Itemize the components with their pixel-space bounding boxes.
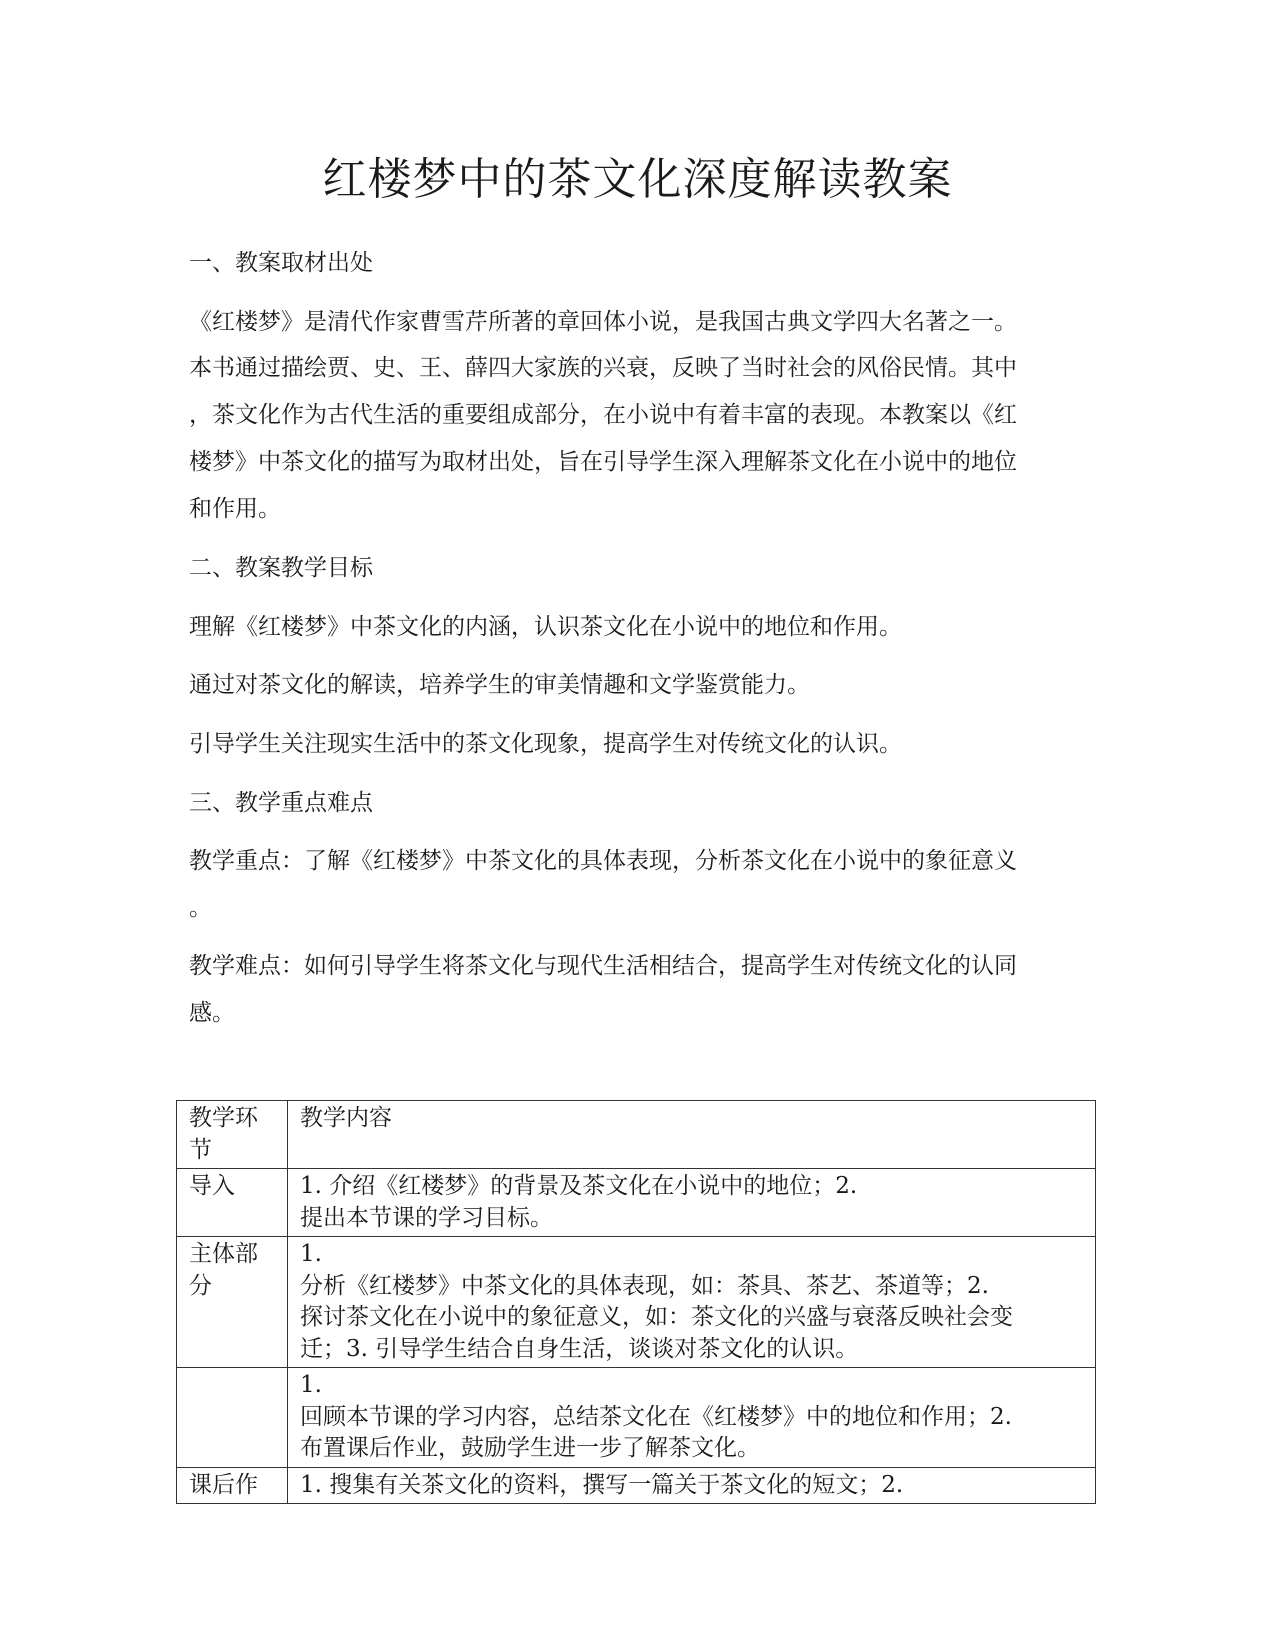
key-point-text: 教学重点：了解《红楼梦》中茶文化的具体表现，分析茶文化在小说中的象征意义 bbox=[189, 848, 1017, 874]
table-row bbox=[177, 1467, 1096, 1504]
stage-cell bbox=[177, 1368, 288, 1468]
section-1-paragraph-line: ，茶文化作为古代生活的重要组成部分，在小说中有着丰富的表现。本教案以《红 bbox=[189, 402, 1017, 428]
stage-cell: 导入 bbox=[177, 1169, 288, 1237]
stage-cell: 主体部 分 bbox=[177, 1237, 288, 1368]
lesson-plan-table bbox=[176, 1100, 1096, 1504]
section-1-paragraph-line: 本书通过描绘贾、史、王、薛四大家族的兴衰，反映了当时社会的风俗民情。其中 bbox=[189, 355, 1017, 381]
table-header-stage: 教学环 节 bbox=[177, 1101, 288, 1169]
difficulty-text: 感。 bbox=[189, 1000, 235, 1026]
content-cell: 1. 搜集有关茶文化的资料，撰写一篇关于茶文化的短文；2. bbox=[288, 1467, 1096, 1504]
table-row bbox=[177, 1169, 1096, 1237]
table-row bbox=[177, 1368, 1096, 1468]
section-3-heading: 三、教学重点难点 bbox=[189, 790, 373, 816]
goal-item: 理解《红楼梦》中茶文化的内涵，认识茶文化在小说中的地位和作用。 bbox=[189, 614, 902, 640]
goal-item: 通过对茶文化的解读，培养学生的审美情趣和文学鉴赏能力。 bbox=[189, 672, 810, 698]
content-cell: 1. 介绍《红楼梦》的背景及茶文化在小说中的地位；2. 提出本节课的学习目标。 bbox=[288, 1169, 1096, 1237]
stage-cell: 课后作 bbox=[177, 1467, 288, 1504]
content-cell: 1. 分析《红楼梦》中茶文化的具体表现，如：茶具、茶艺、茶道等；2. 探讨茶文化在小说中的象征意义，如：茶文化的兴盛与衰落反映社会变 迁；3. 引导学生结合自身生活，谈谈对茶文化的认识。 bbox=[288, 1237, 1096, 1368]
content-cell: 1. 回顾本节课的学习内容，总结茶文化在《红楼梦》中的地位和作用；2. 布置课后作业，鼓励学生进一步了解茶文化。 bbox=[288, 1368, 1096, 1468]
table-row bbox=[177, 1237, 1096, 1368]
section-2-heading: 二、教案教学目标 bbox=[189, 555, 373, 581]
section-1-paragraph-line: 和作用。 bbox=[189, 496, 281, 522]
page-title: 红楼梦中的茶文化深度解读教案 bbox=[322, 154, 953, 205]
table-header-row bbox=[177, 1101, 1096, 1169]
section-1-paragraph-line: 《红楼梦》是清代作家曹雪芹所著的章回体小说，是我国古典文学四大名著之一。 bbox=[189, 309, 1017, 335]
key-point-text: 。 bbox=[189, 895, 212, 921]
goal-item: 引导学生关注现实生活中的茶文化现象，提高学生对传统文化的认识。 bbox=[189, 731, 902, 757]
section-1-paragraph-line: 楼梦》中茶文化的描写为取材出处，旨在引导学生深入理解茶文化在小说中的地位 bbox=[189, 449, 1017, 475]
difficulty-text: 教学难点：如何引导学生将茶文化与现代生活相结合，提高学生对传统文化的认同 bbox=[189, 953, 1017, 979]
table-header-content: 教学内容 bbox=[288, 1101, 1096, 1169]
section-1-heading: 一、教案取材出处 bbox=[189, 250, 373, 276]
